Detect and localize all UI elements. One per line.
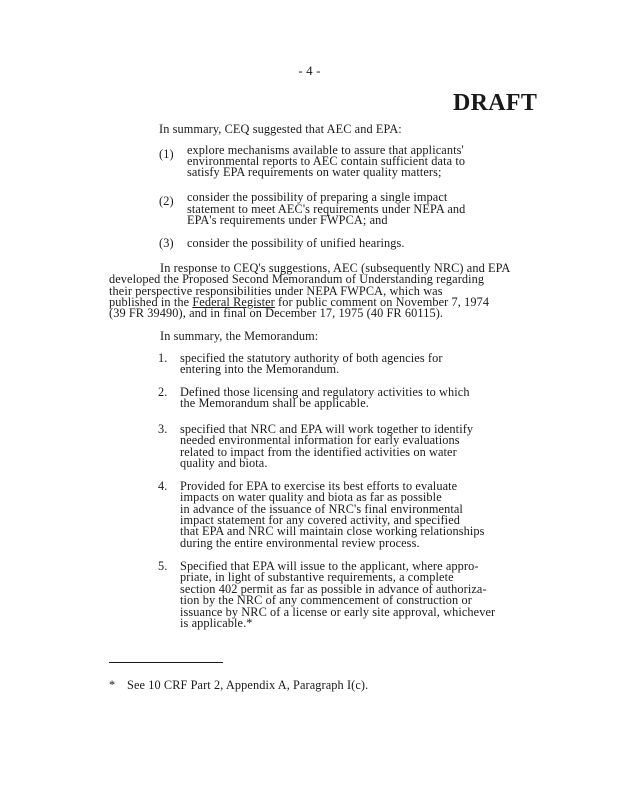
memo-item-line: needed environmental information for early evaluations: [180, 433, 460, 447]
memo-item-line: specified that NRC and EPA will work together to identify: [180, 422, 474, 436]
memo-item-line: is applicable.*: [180, 616, 253, 630]
memo-item-line: impacts on water quality and biota as far as possible: [180, 490, 442, 504]
paragraph-line: (39 FR 39490), and in final on December 17, 1975 (40 FR 60115).: [109, 306, 444, 320]
memo-item-line: specified the statutory authority of both agencies for: [180, 351, 443, 365]
memo-item-line: impact statement for any covered activity, and specified: [180, 513, 461, 527]
memo-item-line: issuance by NRC of a license or early site approval, whichever: [180, 605, 496, 619]
memo-item-line: priate, in light of substantive requirements, a complete: [180, 570, 454, 584]
memo-item-number: 2.: [158, 385, 168, 399]
memo-item-line: in advance of the issuance of NRC's final environmental: [180, 502, 463, 516]
memo-item-number: 1.: [158, 351, 168, 365]
memo-item-number: 3.: [158, 422, 168, 436]
ceq-item-line: consider the possibility of unified hearings.: [187, 236, 405, 250]
ceq-item-line: satisfy EPA requirements on water quality matters;: [187, 165, 442, 179]
paragraph-line: developed the Proposed Second Memorandum of Understanding regarding: [109, 272, 485, 286]
memo-item-line: during the entire environmental review process.: [180, 536, 420, 550]
memo-item-line: Specified that EPA will issue to the applicant, where appro-: [180, 559, 479, 573]
ceq-summary-intro: In summary, CEQ suggested that AEC and EPA:: [159, 122, 402, 136]
footnote-text: See 10 CRF Part 2, Appendix A, Paragraph I(c).: [127, 678, 369, 692]
paragraph-text: published in the: [109, 295, 193, 309]
memo-item-line: related to impact from the identified activities on water: [180, 445, 457, 459]
footnote-marker: *: [109, 678, 116, 692]
memo-item-line: quality and biota.: [180, 456, 268, 470]
memo-item-number: 5.: [158, 559, 168, 573]
memorandum-summary-intro: In summary, the Memorandum:: [160, 329, 319, 343]
paragraph-line: their perspective responsibilities under NEPA FWPCA, which was: [109, 284, 443, 298]
ceq-item-number: (3): [159, 236, 174, 250]
ceq-item-line: environmental reports to AEC contain sufficient data to: [187, 154, 466, 168]
memo-item-line: Provided for EPA to exercise its best efforts to evaluate: [180, 479, 458, 493]
ceq-item-line: consider the possibility of preparing a single impact: [187, 190, 448, 204]
ceq-item-line: EPA's requirements under FWPCA; and: [187, 213, 388, 227]
paragraph-line: In response to CEQ's suggestions, AEC (subsequently NRC) and EPA: [160, 261, 511, 275]
ceq-item-number: (2): [159, 194, 174, 208]
memo-item-line: section 402 permit as far as possible in advance of authoriza-: [180, 582, 487, 596]
memo-item-line: the Memorandum shall be applicable.: [180, 396, 369, 410]
federal-register-title: Federal Register: [192, 295, 275, 309]
footnote-divider: [109, 662, 223, 663]
draft-stamp: DRAFT: [453, 90, 538, 116]
ceq-item-number: (1): [159, 147, 174, 161]
ceq-item-line: statement to meet AEC's requirements under NEPA and: [187, 202, 466, 216]
memo-item-line: tion by the NRC of any commencement of construction or: [180, 593, 472, 607]
memo-item-line: entering into the Memorandum.: [180, 362, 340, 376]
ceq-item-line: explore mechanisms available to assure that applicants': [187, 143, 464, 157]
memo-item-number: 4.: [158, 479, 168, 493]
page-number: - 4 -: [298, 63, 321, 78]
memo-item-line: Defined those licensing and regulatory activities to which: [180, 385, 470, 399]
paragraph-text: for public comment on November 7, 1974: [274, 295, 490, 309]
memo-item-line: that EPA and NRC will maintain close working relationships: [180, 524, 485, 538]
